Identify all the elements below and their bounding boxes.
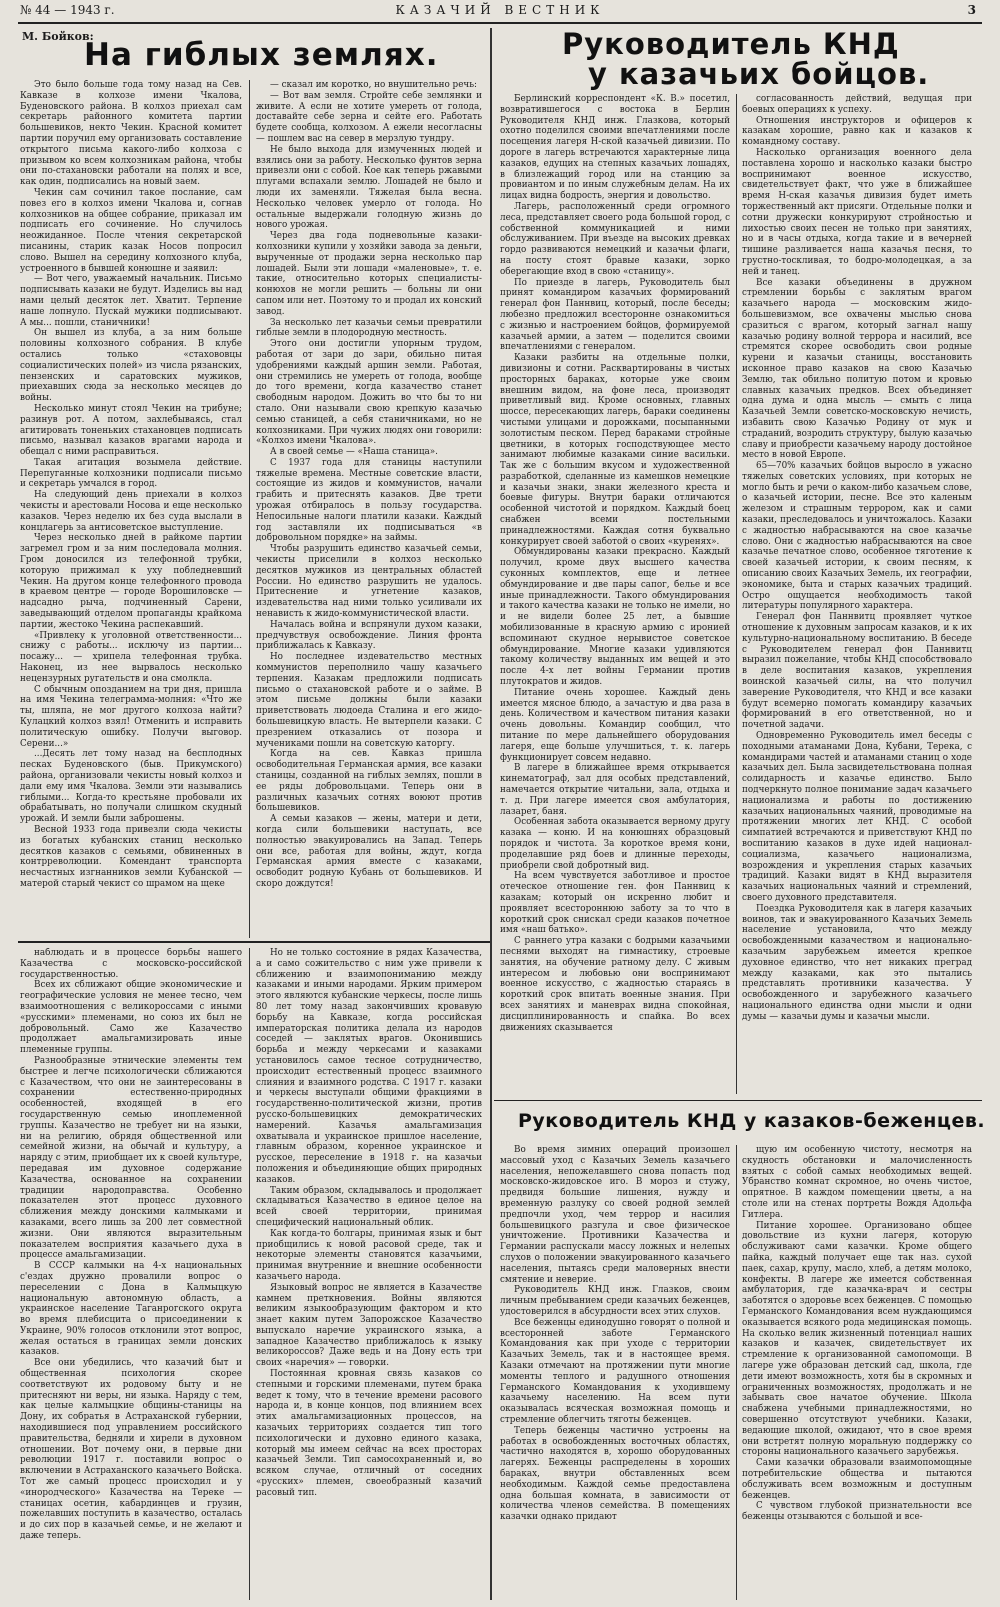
paragraph: 65—70% казачьих бойцов выросло в ужасно тяжелых советских условиях, при которых не могло быть и речи о каком-либо казачьем слове, о казачьей истории, песне. Все это каленым железом и страшным террором, как и сами казаки, преследовалось и уничтожалось. Казаки с жадностью набрасываются на свое казачье слово. Они с жадностью набрасываются на свое казачье печатное слово, особенное тяготение к своей казачьей истории, к своим песням, к описанию своих Казачьих Земель, их географии, экономике, быта и старых казачьих традиций. Остро ощущается необходимость такой литературы популярного характера. bbox=[742, 461, 972, 612]
paragraph: На следующий день приехали в колхоз чекисты и арестовали Носова и еще несколько казаков. Через неделю их без суда выслали в концлагерь за антисоветское выступление. bbox=[20, 490, 242, 533]
paragraph: щую им особенную чистоту, несмотря на скудность обстановки и малочисленность взятых с собой самых необходимых вещей. Убранство комнат скромное, но очень чистое, опрятное. В каждом помещении цветы, а на столе или на стенах портреты Вождя Адольфа Гитлера. bbox=[742, 1145, 972, 1220]
paragraph: Всех их сближают общие экономические и географические условия не менее тесно, чем взаимоотношения с великороссами с иными «русскими» племенами, но союз их был не добровольный. Само же Казачество продолжает амальгамизировать иные племенные группы. bbox=[20, 980, 242, 1056]
paragraph: наблюдать и в процессе борьбы нашего Казачества с московско-российской государственностью. bbox=[20, 948, 242, 980]
paragraph: Началась война и вспрянули духом казаки, предчувствуя освобождение. Линия фронта приближалась к Кавказу. bbox=[256, 619, 482, 652]
paragraph: Обмундированы казаки прекрасно. Каждый получил, кроме двух высшего качества суконных комплектов, еще и летнее обмундирование и две пары сапог, белье и все иные принадлежности. Такого обмундирования и такого качества казаки не только не имели, но и не видели более 25 лет, а бывшие мобилизованные в красную армию с иронией вспоминают скудное нерывистое советское обмундирование. Многие казаки удивляются такому количеству выданных им вещей и это после 4-х лет войны Германии против плутократов и жидов. bbox=[500, 547, 730, 688]
paragraph: Через несколько дней в райкоме партии загремел гром и за ним последовала молния. Гром доносился из телефонной трубки, которую прижимал к уху побледневший Чекин. На другом конце телефонного провода в краевом центре — городе Ворошиловске — надсадно рыча, подчиненный Сарени, заведывающий отделом пропаганды крайкома партии, жестоко Чекина распекавший. bbox=[20, 533, 242, 630]
paragraph: На всем чувствуется заботливое и простое отеческое отношение ген. фон Паннвиц к казакам; который он искренно любит и проявляет всестороннюю заботу за то что в короткий срок снискал среди казаков почетное имя «наш батько». bbox=[500, 871, 730, 936]
paragraph: В лагере в ближайшее время открывается кинематограф, зал для особых представлений, намечается открытие читальни, зала, отдыха и т. д. При лагере имеется своя амбулатория, лазарет, баня. bbox=[500, 763, 730, 817]
paragraph: Одновременно Руководитель имел беседы с походными атаманами Дона, Кубани, Терека, с командирами частей и атаманами станиц о ходе казачьих дел. Была засвидетельствована полная солидарность и казачье единство. Было подчеркнуто полное понимание задач казачьего национализма и работы по достижению казачьих национальных чаяний, проводимые на протяжении многих лет КНД. С особой симпатией встречаются и приветствуют КНД по воспитанию казаков в духе идей национал-социализма, казачьего национализма, возрождения и укрепления старых казачьих традиций. Казаки видят в КНД выразителя казачьих национальных чаяний и стремлений, своего духовного представителя. bbox=[742, 731, 972, 903]
issue-number: № 44 — 1943 г. bbox=[20, 3, 115, 17]
article1-title: На гиблых землях. bbox=[84, 37, 439, 73]
paragraph: Не было выхода для измученных людей и взялись они за работу. Несколько фунтов зерна привезли они с собой. Кое как теперь ржавыми плугами вспахали землю. Лошадей не было и люди их заменяли. Тяжелая была весна. Несколько человек умерло от голода. Но остальные выдержали голодную жизнь до нового урожая. bbox=[256, 144, 482, 231]
paragraph: Когда на сев. Кавказ пришла освободительная Германская армия, все казаки станицы, созданной на гиблых землях, пошли в ее ряды добровольцами. Теперь они в различных казачьих сотнях воюют против большевиков. bbox=[256, 749, 482, 814]
paragraph: В СССР калмыки на 4-х национальных с'ездах дружно провалили вопрос о переселении с Дона в Калмыцкую национальную автономную область, а украинское население Таганрогского округа во время плебисцита о присоединении к Украине, 90% голосов отклонили этот вопрос, желая остаться в границах земли донских казаков. bbox=[20, 1261, 242, 1358]
page-number: 3 bbox=[967, 3, 976, 17]
paragraph: Питание очень хорошее. Каждый день имеется мясное блюдо, а зачастую и два раза в день. Количеством и качеством питания казаки очень довольны. Командир сообщил, что питание по мере дальнейшего оборудования лагеря, еще больше улучшиться, т. к. лагерь функционирует совсем недавно. bbox=[500, 687, 730, 763]
paragraph: ...Десять лет тому назад на бесплодных песках Буденовского (быв. Прикумского) района, организовали чекисты новый колхоз и дали ему имя Чкалова. Земли эти назывались гиблыми... Когда-то крестьяне пробовали их обрабатывать, но получали слишком скудный урожай. И земли были заброшены. bbox=[20, 749, 242, 825]
paragraph: Чекин сам сочинил такое послание, сам повез его в колхоз имени Чкалова и, согнав колхозников на общее собрание, приказал им подписать его сочинение. Но случилось неожиданное. После чтения секретарской писанины, старик казак Носов попросил слово. Вышел на середину колхозного клуба, устроенного в бывшей конюшне и заявил: bbox=[20, 187, 242, 274]
column-divider bbox=[249, 948, 250, 1600]
article4-column-1 bbox=[500, 1145, 730, 1600]
paragraph: Руководитель КНД инж. Глазков, своим личным пребыванием среди казачьих беженцев, удостоверился в абсурдности всех этих слухов. bbox=[500, 1285, 730, 1317]
paragraph: Генерал фон Паннвитц проявляет чуткое отношение к духовным запросам казаков, и к их культурно-национальному воспитанию. В беседе с Руководителем генерал фон Паннвитц выразил пожелание, чтобы КНД способствовало в деле воспитания казаков, укрепления воинской казачьей силы, на что получил заверение Руководителя, что КНД и все казаки будут всемерно помогать командиру казачьих формирований в его ответственной, но и почетной задачи. bbox=[742, 612, 972, 731]
paragraph: Во время зимних операций произошел массовый уход с Казачьих Земель казачьего населения, непожелавшего снова попасть под московско-жидовское иго. В мороз и стужу, предвидя большие лишения, нужду и временную разлуку со своей родной землей предпочли уход, чем террор и насилия большевицкого разгула и свое физическое уничтожение. Противники Казачества и Германии распускали массу ложных и нелепых слухов о положении эвакуированного казачьего населения, пытаясь среди маловерных внести смятение и неверие. bbox=[500, 1145, 730, 1285]
paragraph: За несколько лет казачьи семьи превратили гиблые земли в плодородную местность. bbox=[256, 317, 482, 339]
paragraph: Такая агитация возымела действие. Перепуганные колхозники подписали письмо и секретарь умчался в город. bbox=[20, 457, 242, 490]
article1-column-1 bbox=[20, 80, 242, 935]
column-divider bbox=[736, 1145, 737, 1600]
paragraph: Отношения инструкторов и офицеров к казакам хорошие, равно как и казаков к командному составу. bbox=[742, 115, 972, 148]
paragraph: Чтобы разрушить единство казачьей семьи, чекисты приселили в колхоз несколько десятков мужиков из центральных областей России. Но единство разрушить не удалось. Притеснение и угнетение казаков, издевательства над ними только усиливали их ненависть к жидо-коммунистической власти. bbox=[256, 544, 482, 620]
paragraph: Он вышел из клуба, а за ним больше половины колхозного собрания. В клубе остались только «стахововцы социалистических полей» из числа рязанских, пензенских и саратовских мужиков, приехавших сюда за несколько месяцев до войны. bbox=[20, 328, 242, 404]
paragraph: Сами казачки образовали взаимопомощные потребительские общества и пытаются обслуживать всем возможным и доступным беженцев. bbox=[742, 1458, 972, 1501]
article1-byline: М. Бойков: bbox=[22, 30, 94, 43]
paragraph: Таким образом, складывалось и продолжает складываться Казачество в единое целое на всей своей территории, принимая специфический национальный облик. bbox=[256, 1185, 482, 1228]
paragraph: — сказал им коротко, но внушительно речь: bbox=[270, 80, 477, 90]
article2-column-2 bbox=[742, 94, 972, 1094]
paragraph: согласованность действий, ведущая при боевых операциях к успеху. bbox=[742, 94, 972, 115]
column-divider bbox=[736, 94, 737, 1094]
section-rule bbox=[494, 1100, 982, 1101]
paragraph: Все казаки объединены в дружном стремлении борьбы с заклятым врагом казачьего народа — московским жидо-большевизмом, все охвачены мыслью снова сразиться с врагом, который загнал нашу казачью родину волной террора и насилий, все стремятся скорее освободить свои родные курени и казачьи станицы, восстановить исконное право казаков на свою Казачью Землю, так обильно политую потом и кровью славных казачьих предков. Всех объединяет одна дума и одна мысль — смыть с лица Казачьей Земли советско-московскую нечисть, избавить свою Казачью Родину от мук и страданий, возродить структуру, былую казачью славу и приобрести казачьему народу достойное место в новой Европе. bbox=[742, 277, 972, 461]
paragraph: Теперь беженцы частично устроены на работах в освобожденных восточных областях, частично находятся в, хорошо оборудованных лагерях. Беженцы распределены в хороших бараках, внутри обставленных всем необходимым. Каждой семье предоставлена одна большая комната, в зависимости от количества членов семейства. В помещениях казачки однако придают bbox=[500, 1425, 730, 1523]
paragraph: — Вот вам земля. Стройте себе землянки и живите. А если не хотите умереть от голода, доставайте себе зерна и сейте его. Работать будете сообща, колхозом. А ежели несогласны — пошлем вас на север в мерзлую тундру. bbox=[256, 90, 482, 144]
paragraph: Но последнее издевательство местных коммунистов переполнило чашу казачьего терпения. Казакам предложили подписать письмо о стахановской работе и о займе. В этом письме должны были казаки приветствовать людоеда Сталина и его жидо-большевицкую власть. Не вытерпели казаки. С презрением отказались от позора и мучениками пошли на советскую каторгу. bbox=[256, 652, 482, 749]
article2-title-line2: у казачьих бойцов. bbox=[588, 57, 930, 91]
article3-column-1 bbox=[20, 948, 242, 1600]
paragraph: Берлинский корреспондент «К. В.» посетил, возвратившегося с востока в Берлин Руководителя КНД инж. Глазкова, который охотно поделился своими впечатлениями после посещения лагеря Н-ской казачьей дивизии. По дороге в лагерь встречаются характерные лица казаков, едущих на степных казачьих лошадях, в близлежащий город или на станцию за провиантом и по иным служебным делам. На их лицах видна бодрость, энергия и довольство. bbox=[500, 94, 730, 202]
column-divider bbox=[249, 80, 250, 938]
paragraph: Языковый вопрос не является в Казачестве камнем преткновения. Войны являются великим языкообразующим фактором и кто знает каким путем Запорожское Казачество выпускало наречие украинского языка, а западное Казачество приближалось к языку великороссов? Даже ведь и на Дону есть три своих «наречия» — говорки. bbox=[256, 1282, 482, 1369]
paragraph: Это было больше года тому назад на Сев. Кавказе в колхозе имени Чкалова, Буденовского района. В колхоз приехал сам секретарь районного комитета партии большевиков, некто Чекин. Красной комитет партии поручил ему организовать составление открытого письма какого-либо колхоза с призывом ко всем колхозникам района, чтобы они по-стахановски работали на полях и все, как один, подписались на новый заем. bbox=[20, 80, 242, 188]
article2-title-line1: Руководитель КНД bbox=[562, 27, 900, 61]
article1-column-2 bbox=[256, 80, 482, 935]
paragraph: Как когда-то болгары, принимая язык и быт приобщились к новой расовой среде, так и некоторые элементы становятся казачьими, принимая внутренние и внешние особенности казачьего народа. bbox=[256, 1228, 482, 1282]
page-divider bbox=[490, 28, 492, 1600]
paragraph: С обычным опозданием на три дня, пришла на имя Чекина телеграмма-молния: «Что же ты, шляпа, не мог другого колхоза найти? Кулацкий колхоз взял! Отменить и исправить политическую ошибку. Получи выговор. Серени...» bbox=[20, 684, 242, 749]
paragraph: Весной 1933 года привезли сюда чекисты из богатых кубанских станиц несколько десятков казаков с семьями, обвиненных в контрреволюции. Комендант транспорта несчастных изгнанников земли Кубанской — матерой старый чекист со шрамом на щеке bbox=[20, 824, 242, 889]
paragraph: А семьи казаков — жены, матери и дети, когда сили большевики наступать, все полностью эвакуировались на Запад. Теперь они все, работая для войны, ждут, когда Германская армия вместе с казаками, освободит родную Кубань от большевиков. И скоро дождутся! bbox=[256, 814, 482, 889]
paragraph: Несколько минут стоял Чекин на трибуне; разинув рот. А потом, захлебываясь, стал агитировать тоненьких стахановцев подписать письмо, называл казаков врагами народа и обещал с ними расправиться. bbox=[20, 403, 242, 458]
paragraph: Постоянная кровная связь казаков со степными и горскими племенами, путем брака ведет к тому, что в течение времени расового народа и, в конце концов, под влиянием всех этих амальгамизационных процессов, на казачьих территориях создается тип того психологически и духовно единого казака, который мы имеем сейчас на всех просторах казачьей Земли. Тип самосохраненный и, во всяком случае, отличный от соседних «русских» племен, своеобразный казачий расовый тип. bbox=[256, 1369, 482, 1498]
masthead bbox=[18, 0, 982, 24]
paragraph: — Вот чего, уважаемый начальник. Письмо подписывать казаки не будут. Изделись вы над нами целый десяток лет. Хватит. Терпение наше лопнуло. Пускай мужики подписывают. А мы... пошли, станичники! bbox=[20, 274, 242, 328]
paragraph: Поездка Руководителя как в лагеря казачьих воинов, так и эвакуированного Казачьих Земель население установила, что между освобожденными казачеством и национально-казачьим зарубежьем имеется крепкое духовное единство, что нет никаких преград между казаками, как это пытались представлять противники казачества. У освобожденного и зарубежного казачьего национального единства одни мысли и одни думы — казачьи думы и казачьи мысли. bbox=[742, 903, 972, 1022]
paragraph: Питание хорошее. Организовано общее довольствие из кухни лагеря, которую обслуживают сами казачки. Кроме общего пайка, каждый получает еще так наз. сухой паек, сахар, крупу, масло, хлеб, а детям молоко, конфекты. В лагере же имеется собственная амбулатория, где казачка-врач и сестры заботятся о здоровье всех беженцев. С помощью Германского Командования всем нуждающимся оказывается всякого рода медицинская помощь. На сколько велик жизненный потенциал наших казаков и казачек, свидетельствует их стремление к организованной самопомощи. В лагере уже образован детский сад, школа, где дети имеют возможность, хотя бы в скромных и ограниченных возможностях, продолжать и не забывать свое начатое обучение. Школа снабжена учебными принадлежностями, но совершенно отсутствуют учебники. Казаки, ведающие школой, ожидают, что в свое время они встретят полную моральную поддержку со стороны национального казачьего зарубежья. bbox=[742, 1220, 972, 1458]
paragraph: А в своей семье — «Наша станица». bbox=[270, 447, 438, 458]
article4-title: Руководитель КНД у казаков-беженцев. bbox=[518, 1110, 986, 1132]
paper-name: КАЗАЧИЙ ВЕСТНИК bbox=[395, 3, 605, 17]
paragraph: По приезде в лагерь, Руководитель был принят командиром казачьих формирований генерал фон Паннвиц, который, после беседы; любезно предложил всесторонне ознакомиться с жизнью и настроением бойцов, формируемой казачьей армии, а затем — поделится своими впечатлениями с генералом. bbox=[500, 277, 730, 353]
paragraph: Особенная забота оказывается верному другу казака — коню. И на конюшнях образцовый порядок и чистота. За короткое время кони, проделавшие ряд боев и длинные переходы, приобрели свой добротный вид. bbox=[500, 817, 730, 871]
paragraph: С раннего утра казаки с бодрыми казачьими песнями выходят на гимнастику, строевые занятия, на обучение ратному делу. С живым интересом и любовью они воспринимают военное искусство, с жадностью стараясь в короткий срок впитать военные знания. При всех занятиях и маневрах видна спокойная, дисциплинированность и спайка. Во всех движениях сказывается bbox=[500, 936, 730, 1033]
paragraph: С чувством глубокой признательности все беженцы отзываются с большой и все- bbox=[742, 1501, 972, 1523]
paragraph: Насколько организация военного дела поставлена хорошо и насколько казаки быстро воспринимают военное искусство, свидетельствует факт, что уже в ближайшее время Н-ская казачья дивизия будет иметь торжественный акт присяги. Отдельные полки и сотни дружески конкурируют стройностью и лихостью своих песен не только при занятиях, но и в часы отдыха, когда такие и в вечерней тишине разливается наша казачья песня, то грустно-тоскливая, то бодро-молодецкая, а за ней и танец. bbox=[742, 147, 972, 277]
paragraph: С 1937 года для станицы наступили тяжелые времена. Местные советские власти, состоящие из жидов и коммунистов, начали грабить и притеснять казаков. Две трети урожая отбиралось в пользу государства. Непосильные налоги платили казаки. Каждый год заставляли их подписываться «в добровольном порядке» на займы. bbox=[256, 457, 482, 544]
paragraph: Через два года подневольные казаки-колхозники купили у хозяйки завода за деньги, вырученные от продажи зерна несколько пар лошадей. Были эти лошади «маленовые», т. е. такие, относительно которых специалисты-конюхов не могли решить — больны ли они сапом или нет. Поэтому то и продал их конский завод. bbox=[256, 231, 482, 317]
paragraph: Казаки разбиты на отдельные полки, дивизионы и сотни. Расквартированы в чистых просторных бараках, которые уже своим внешним видом, на фоне леса, производят приветливый вид. Кроме основных, главных шоссе, пересекающих лагерь, бараки соединены чистыми улицами и дорожками, посыпанными золотистым песком. Перед бараками стройные цветники, в которых господствующее место занимают любимые казаками синие васильки. Так же с большим вкусом и художественной разработкой, сделанные из камешков немецкие и казачьи знаки, знаки железного креста и боевые фигуры. Внутри бараки отличаются особенной чистотой и порядком. Каждый боец снабжен всеми постельными принадлежностями. Каждая сотня буквально конкурирует своей заботой о своих «куренях». bbox=[500, 353, 730, 547]
paragraph: Все беженцы единодушно говорят о полной и всесторонней заботе Германского Командования как при уходе с территории Казачьих Земель, так и в настоящее время. Казаки отмечают на протяжении пути многие моменты теплого и радушного отношения Германского Командования к уходившему казачьему населению. На всем пути оказывалась всяческая возможная помощь и стремление облегчить тяготы беженцев. bbox=[500, 1317, 730, 1425]
paragraph: Но не только состояние в рядах Казачества, а и само сожительство с ним уже привели к сближению и взаимопониманию между казаками и иными народами. Ярким примером этого являются кубанские черкесы, после лишь 80 лет тому назад закончивших кровавую борьбу на Кавказе, когда российская императорская политика делала из народов соседей — заклятых врагов. Оконившись борьба и между черкесами и казаками установилось самое тесное сотрудничество, происходит естественный процесс взаимного слияния и взаимного родства. С 1917 г. казаки и черкесы выступали общими фракциями в государственно-политической жизни, против русско-большевицких демократических намерений. Казачья амальгамизация охватывала и украинское пришлое население, главным образом, коренное украинское и русское, переселение в 1918 г. на казачьи положения и объединяющие общих природных казаков. bbox=[256, 948, 482, 1185]
article2-column-1 bbox=[500, 94, 730, 1094]
paragraph: Все они убедились, что казачий быт и общественная психология скорее соответствуют их родовому быту и не притесняют ни веры, ни языка. Наряду с тем, как целые калмыцкие общины-станицы на Дону, их собратья в Астраханской губернии, находившиеся под управлением российского правительства, бедняли и хирели в духовном отношении. Вот почему они, в первые дни революции 1917 г. поставили вопрос о включении в Астраханского казачьего Войска. Тот же самый процесс происходил и у «инородческого» Казачества на Тереке — станицах осетин, кабардинцев и грузин, пожелавших поступить в казачество, осталась и до сих пор в казачьей семье, и не желают и даже теперь. bbox=[20, 1358, 242, 1542]
paragraph: Разнообразные этнические элементы тем быстрее и легче психологически сближаются с Казачеством, что они не заинтересованы в сохранении естественно-природных особенностей, входящей в его государственную семью иноплеменной группы. Казачество не требует ни на языки, ни на религию, обрядя общественной или семейной жизни, на обычай и культуру, а наряду с этим, приобщает их к своей культуре, передавая им духовное содержание Казачества, основанное на сохранении традиции народоправства. Особенно показателен этот процесс духовного сближения между донскими калмыками и казаками, всего лишь за 200 лет совместной жизни. Они являются выразительным показателем восприятия казачьего духа в процессе амальгамизации. bbox=[20, 1055, 242, 1261]
section-rule bbox=[18, 941, 490, 943]
article4-column-2 bbox=[742, 1145, 972, 1600]
article3-column-2 bbox=[256, 948, 482, 1600]
paragraph: «Привлеку к уголовной ответственности... снижу с работы... исключу из партии... посажу... — хрипела телефонная трубка. Наконец, из нее вырвалось несколько нецензурных ругательств и она смолкла. bbox=[20, 630, 242, 684]
paragraph: Лагерь, расположенный среди огромного леса, представляет своего рода большой город, с собственной коммуникацией и ними обслуживанием. При въезде на высоких древках гордо развиваются немецкий и казачьи флаги, на посту стоят бравые казаки, зорко оберегающие вход в свою «станицу». bbox=[500, 201, 730, 277]
paragraph: Этого они достигли упорным трудом, работая от зари до зари, обильно питая удобрениями каждый аршин земли. Работая, они стремились не умереть от голода, вообще до того времени, когда казачество станет свободным народом. Дожить во что бы то ни стало. Они называли свою крепкую казачью семью станицей, а себя станичниками, но не колхозниками. При чужих людях они говорили: «Колхоз имени Чкалова». bbox=[256, 339, 482, 447]
